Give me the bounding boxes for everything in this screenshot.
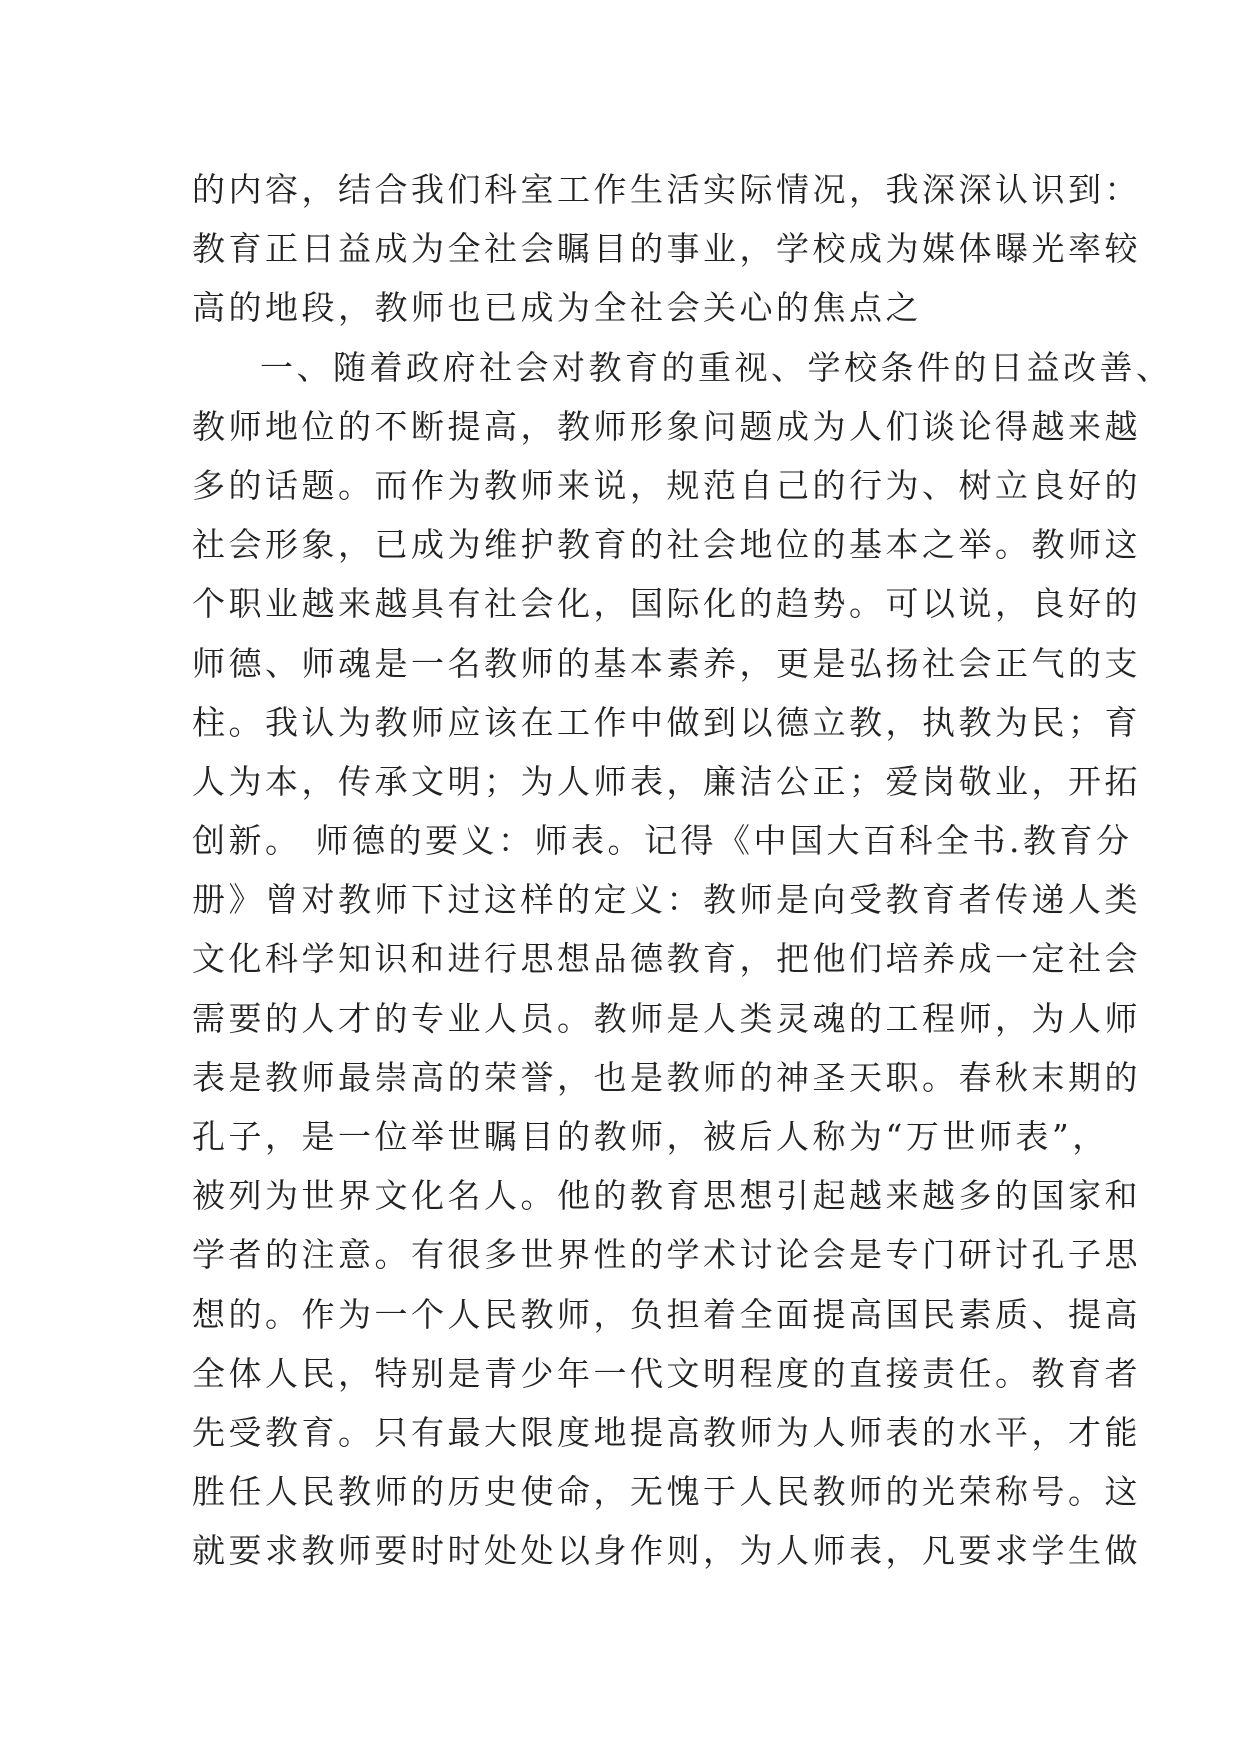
text-line: 需要的人才的专业人员。教师是人类灵魂的工程师，为人师	[192, 998, 1141, 1038]
text-line: 高的地段，教师也已成为全社会关心的焦点之	[192, 288, 922, 328]
text-line: 被列为世界文化名人。他的教育思想引起越来越多的国家和	[192, 1176, 1141, 1216]
text-line: 人为本，传承文明；为人师表，廉洁公正；爱岗敬业，开拓	[192, 761, 1141, 801]
text-line: 多的话题。而作为教师来说，规范自己的行为、树立良好的	[192, 465, 1141, 505]
text-line: 学者的注意。有很多世界性的学术讨论会是专门研讨孔子思	[192, 1235, 1141, 1275]
text-line: 先受教育。只有最大限度地提高教师为人师表的水平，才能	[192, 1412, 1141, 1452]
text-line: 胜任人民教师的历史使命，无愧于人民教师的光荣称号。这	[192, 1472, 1141, 1512]
text-line: 全体人民，特别是青少年一代文明程度的直接责任。教育者	[192, 1353, 1141, 1393]
text-line: 个职业越来越具有社会化，国际化的趋势。可以说，良好的	[192, 584, 1141, 624]
text-line: 教育正日益成为全社会瞩目的事业，学校成为媒体曝光率较	[192, 229, 1141, 269]
text-line: 表是教师最崇高的荣誉，也是教师的神圣天职。春秋末期的	[192, 1057, 1141, 1097]
body-text	[192, 160, 1173, 1581]
text-line: 文化科学知识和进行思想品德教育，把他们培养成一定社会	[192, 939, 1141, 979]
text-line: 柱。我认为教师应该在工作中做到以德立教，执教为民；育	[192, 702, 1141, 742]
text-line: 想的。作为一个人民教师，负担着全面提高国民素质、提高	[192, 1294, 1141, 1334]
text-line: 创新。 师德的要义：师表。记得《中国大百科全书.教育分	[192, 821, 1133, 861]
text-line: 教师地位的不断提高，教师形象问题成为人们谈论得越来越	[192, 406, 1141, 446]
text-line: 师德、师魂是一名教师的基本素养，更是弘扬社会正气的支	[192, 643, 1141, 683]
paragraph-start-line: 一、随着政府社会对教育的重视、学校条件的日益改善、	[260, 347, 1173, 387]
text-line: 册》曾对教师下过这样的定义：教师是向受教育者传递人类	[192, 880, 1141, 920]
text-line: 孔子，是一位举世瞩目的教师，被后人称为“万世师表”，	[192, 1117, 1109, 1156]
text-line: 的内容，结合我们科室工作生活实际情况，我深深认识到：	[192, 170, 1141, 209]
text-line: 就要求教师要时时处处以身作则，为人师表，凡要求学生做	[192, 1531, 1141, 1571]
text-line: 社会形象，已成为维护教育的社会地位的基本之举。教师这	[192, 525, 1141, 565]
